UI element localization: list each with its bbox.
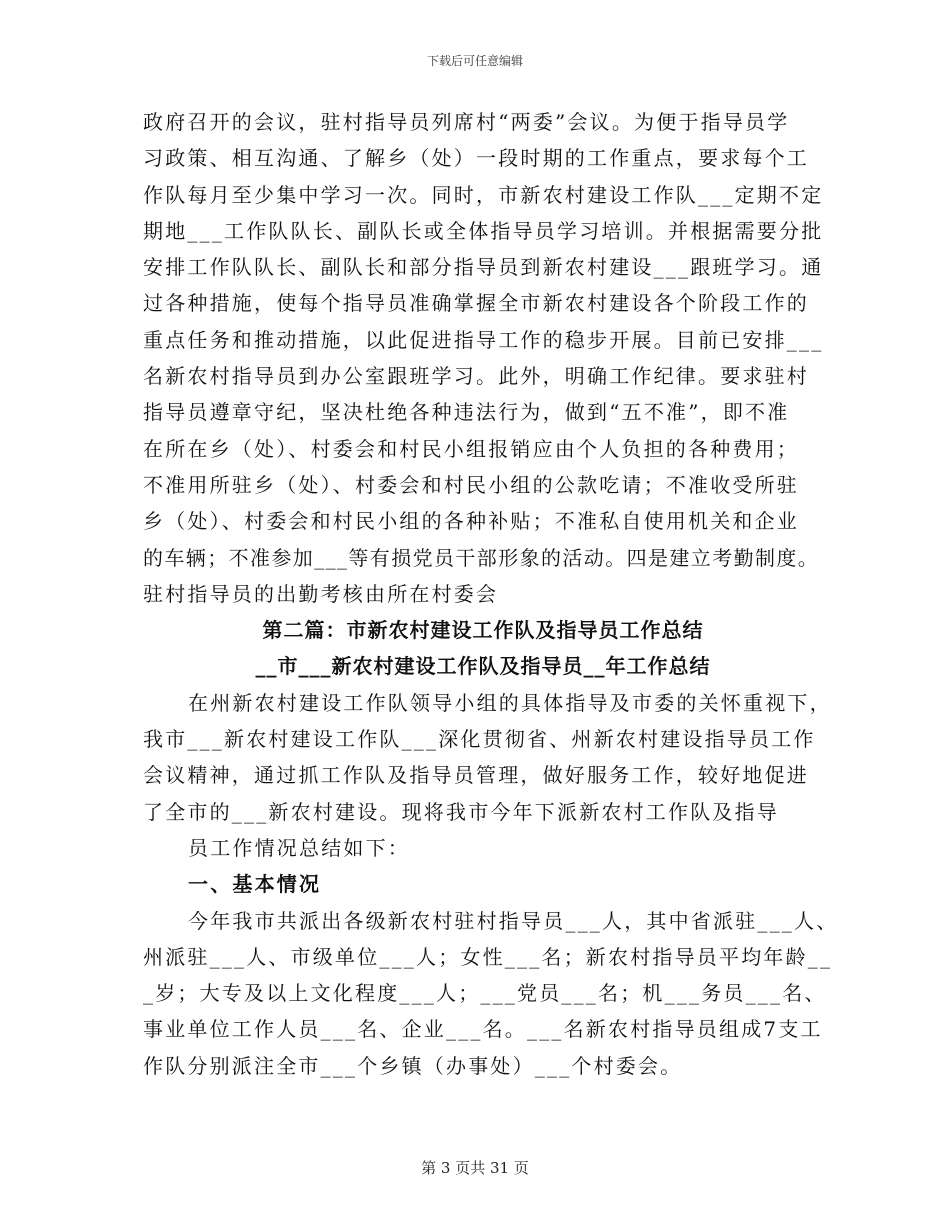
body-line: 今年我市共派出各级新农村驻村指导员___人，其中省派驻___人、 <box>188 908 839 933</box>
page-header: 下载后可任意编辑 <box>426 54 523 68</box>
body-line: 会议精神，通过抓工作队及指导员管理，做好服务工作，较好地促进 <box>143 763 809 788</box>
body-line: 名新农村指导员到办公室跟班学习。此外，明确工作纪律。要求驻村 <box>143 364 809 389</box>
body-line: 重点任务和推动措施，以此促进指导工作的稳步开展。目前已安排___ <box>143 327 824 352</box>
body-line: 我市___新农村建设工作队___深化贯彻省、州新农村建设指导员工作 <box>143 727 816 752</box>
body-line: 了全市的___新农村建设。现将我市今年下派新农村工作队及指导 <box>143 799 779 824</box>
body-line: 员工作情况总结如下： <box>188 835 410 860</box>
subsection-heading: 一、基本情况 <box>188 872 322 897</box>
body-line: 作队每月至少集中学习一次。同时，市新农村建设工作队___定期不定 <box>143 182 824 207</box>
report-title: __市___新农村建设工作队及指导员__年工作总结 <box>255 654 711 679</box>
section-title: 第二篇：市新农村建设工作队及指导员工作总结 <box>262 618 704 643</box>
document-body <box>143 104 839 1084</box>
body-line: _岁；大专及以上文化程度___人；___党员___名；机___务员___名、 <box>143 981 827 1006</box>
body-line: 作队分别派注全市___个乡镇（办事处）___个村委会。 <box>143 1053 683 1078</box>
body-line: 在州新农村建设工作队领导小组的具体指导及市委的关怀重视下， <box>188 690 832 715</box>
body-line: 州派驻___人、市级单位___人；女性___名；新农村指导员平均年龄__ <box>143 944 833 969</box>
body-line: 指导员遵章守纪，坚决杜绝各种违法行为，做到“五不准”，即不准 <box>143 400 790 425</box>
body-line: 在所在乡（处）、村委会和村民小组报销应由个人负担的各种费用； <box>143 436 799 461</box>
body-line: 乡（处）、村委会和村民小组的各种补贴；不准私自使用机关和企业 <box>143 509 799 534</box>
body-line: 习政策、相互沟通、了解乡（处）一段时期的工作重点，要求每个工 <box>143 146 809 171</box>
body-line: 不准用所驻乡（处）、村委会和村民小组的公款吃请；不准收受所驻 <box>143 472 799 497</box>
body-line: 的车辆；不准参加___等有损党员干部形象的活动。四是建立考勤制度。 <box>143 545 820 570</box>
page-footer: 第 3 页共 31 页 <box>421 1159 529 1177</box>
body-line: 安排工作队队长、副队长和部分指导员到新农村建设___跟班学习。通 <box>143 255 824 280</box>
body-line: 期地___工作队队长、副队长或全体指导员学习培训。并根据需要分批 <box>143 218 824 243</box>
body-line: 事业单位工作人员___名、企业___名。___名新农村指导员组成7支工 <box>143 1017 823 1042</box>
body-line: 驻村指导员的出勤考核由所在村委会 <box>143 581 499 606</box>
body-line: 过各种措施，使每个指导员准确掌握全市新农村建设各个阶段工作的 <box>143 291 809 316</box>
body-line: 政府召开的会议，驻村指导员列席村“两委”会议。为便于指导员学 <box>143 110 790 134</box>
